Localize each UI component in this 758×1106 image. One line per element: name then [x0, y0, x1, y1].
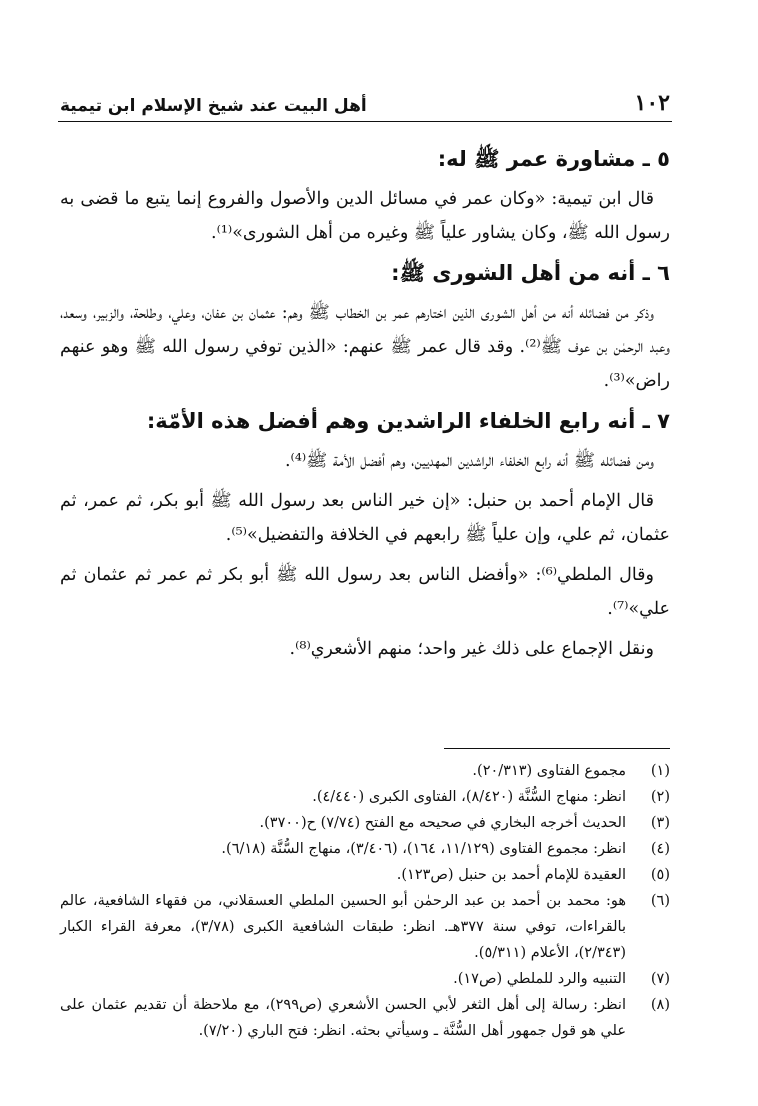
footnote-number: (٢) — [650, 789, 670, 805]
footnote — [60, 966, 670, 992]
footnote — [60, 862, 670, 888]
running-title: أهل البيت عند شيخ الإسلام ابن تيمية — [60, 96, 367, 116]
paragraph: ومن فضائله ﷺ أنه رابع الخلفاء الراشدين المهديين، وهم أفضل الأمة ﷺ⁽⁴⁾. — [284, 451, 654, 471]
footnote — [60, 810, 670, 836]
paragraph: ونقل الإجماع على ذلك غير واحد؛ منهم الأشعري⁽⁸⁾. — [289, 639, 654, 659]
paragraph: وذكر من فضائله أنه من أهل الشورى الذين اختارهم عمر بن الخطاب ﷺ وهم: عثمان بن عفان، وعلي، وطلحة، والزبير، وسعد، وعبد الرحمٰن بن عوف ﷺ⁽²⁾. وقد قال عمر ﷺ عنهم: «الذين توفي رسول الله ﷺ وهو عنهم راض»⁽³⁾. — [60, 303, 670, 391]
footnote — [60, 888, 670, 966]
footnote-number: (٤) — [650, 841, 670, 857]
page-number: ١٠٢ — [634, 90, 670, 116]
footnote-number: (١) — [650, 763, 670, 779]
section-heading-5: ٥ ـ مشاورة عمر ﷺ له: — [437, 147, 670, 171]
page-header — [60, 82, 670, 116]
footnote-number: (٦) — [650, 893, 670, 909]
footnote-number: (٧) — [650, 971, 670, 987]
paragraph: قال ابن تيمية: «وكان عمر في مسائل الدين والأصول والفروع إنما يتبع ما قضى به رسول الله ﷺ، وكان يشاور علياً ﷺ وغيره من أهل الشورى»⁽¹⁾. — [60, 189, 670, 243]
footnote — [60, 992, 670, 1044]
footnotes — [60, 758, 670, 1044]
footnote — [60, 836, 670, 862]
paragraph: وقال الملطي⁽⁶⁾: «وأفضل الناس بعد رسول الله ﷺ أبو بكر ثم عمر ثم عثمان ثم علي»⁽⁷⁾. — [60, 565, 670, 619]
footnote-text: مجموع الفتاوى (٢٠/٣١٣). — [472, 763, 626, 779]
footnote-text: الحديث أخرجه البخاري في صحيحه مع الفتح (٧/٧٤) ح(٣٧٠٠). — [259, 815, 626, 831]
main-text — [60, 142, 670, 672]
footnote-text: انظر: منهاج السُّنَّة (٨/٤٢٠)، الفتاوى الكبرى (٤/٤٤٠). — [312, 789, 626, 805]
header-divider — [58, 121, 672, 122]
section-heading-7: ٧ ـ أنه رابع الخلفاء الراشدين وهم أفضل هذه الأمّة: — [146, 409, 670, 433]
footnote-number: (٣) — [650, 815, 670, 831]
footnote-text: التنبيه والرد للملطي (ص١٧). — [453, 971, 626, 987]
footnote-divider — [444, 748, 670, 749]
footnote-text: العقيدة للإمام أحمد بن حنبل (ص١٢٣). — [396, 867, 626, 883]
section-heading-6: ٦ ـ أنه من أهل الشورى ﷺ: — [391, 261, 670, 285]
paragraph: قال الإمام أحمد بن حنبل: «إن خير الناس بعد رسول الله ﷺ أبو بكر، ثم عمر، ثم عثمان، ثم علي، وإن علياً ﷺ رابعهم في الخلافة والتفضيل»⁽⁵⁾. — [60, 491, 670, 545]
footnote-number: (٨) — [650, 997, 670, 1013]
footnote — [60, 784, 670, 810]
footnote-text: انظر: مجموع الفتاوى (١١/١٢٩، ١٦٤)، (٣/٤٠٦)، منهاج السُّنَّة (٦/١٨). — [221, 841, 626, 857]
footnote — [60, 758, 670, 784]
footnote-text: انظر: رسالة إلى أهل الثغر لأبي الحسن الأشعري (ص٢٩٩)، مع ملاحظة أن تقديم عثمان على علي هو قول جمهور أهل السُّنَّة ـ وسيأتي بحثه. انظر: فتح الباري (٧/٢٠). — [60, 997, 626, 1039]
footnote-text: هو: محمد بن أحمد بن عبد الرحمٰن أبو الحسين الملطي العسقلاني، من فقهاء الشافعية، عالم بالقراءات، توفي سنة ٣٧٧هـ. انظر: طبقات الشافعية الكبرى (٣/٧٨)، معرفة القراء الكبار (٢/٣٤٣)، الأعلام (٥/٣١١). — [60, 893, 626, 961]
footnote-number: (٥) — [650, 867, 670, 883]
